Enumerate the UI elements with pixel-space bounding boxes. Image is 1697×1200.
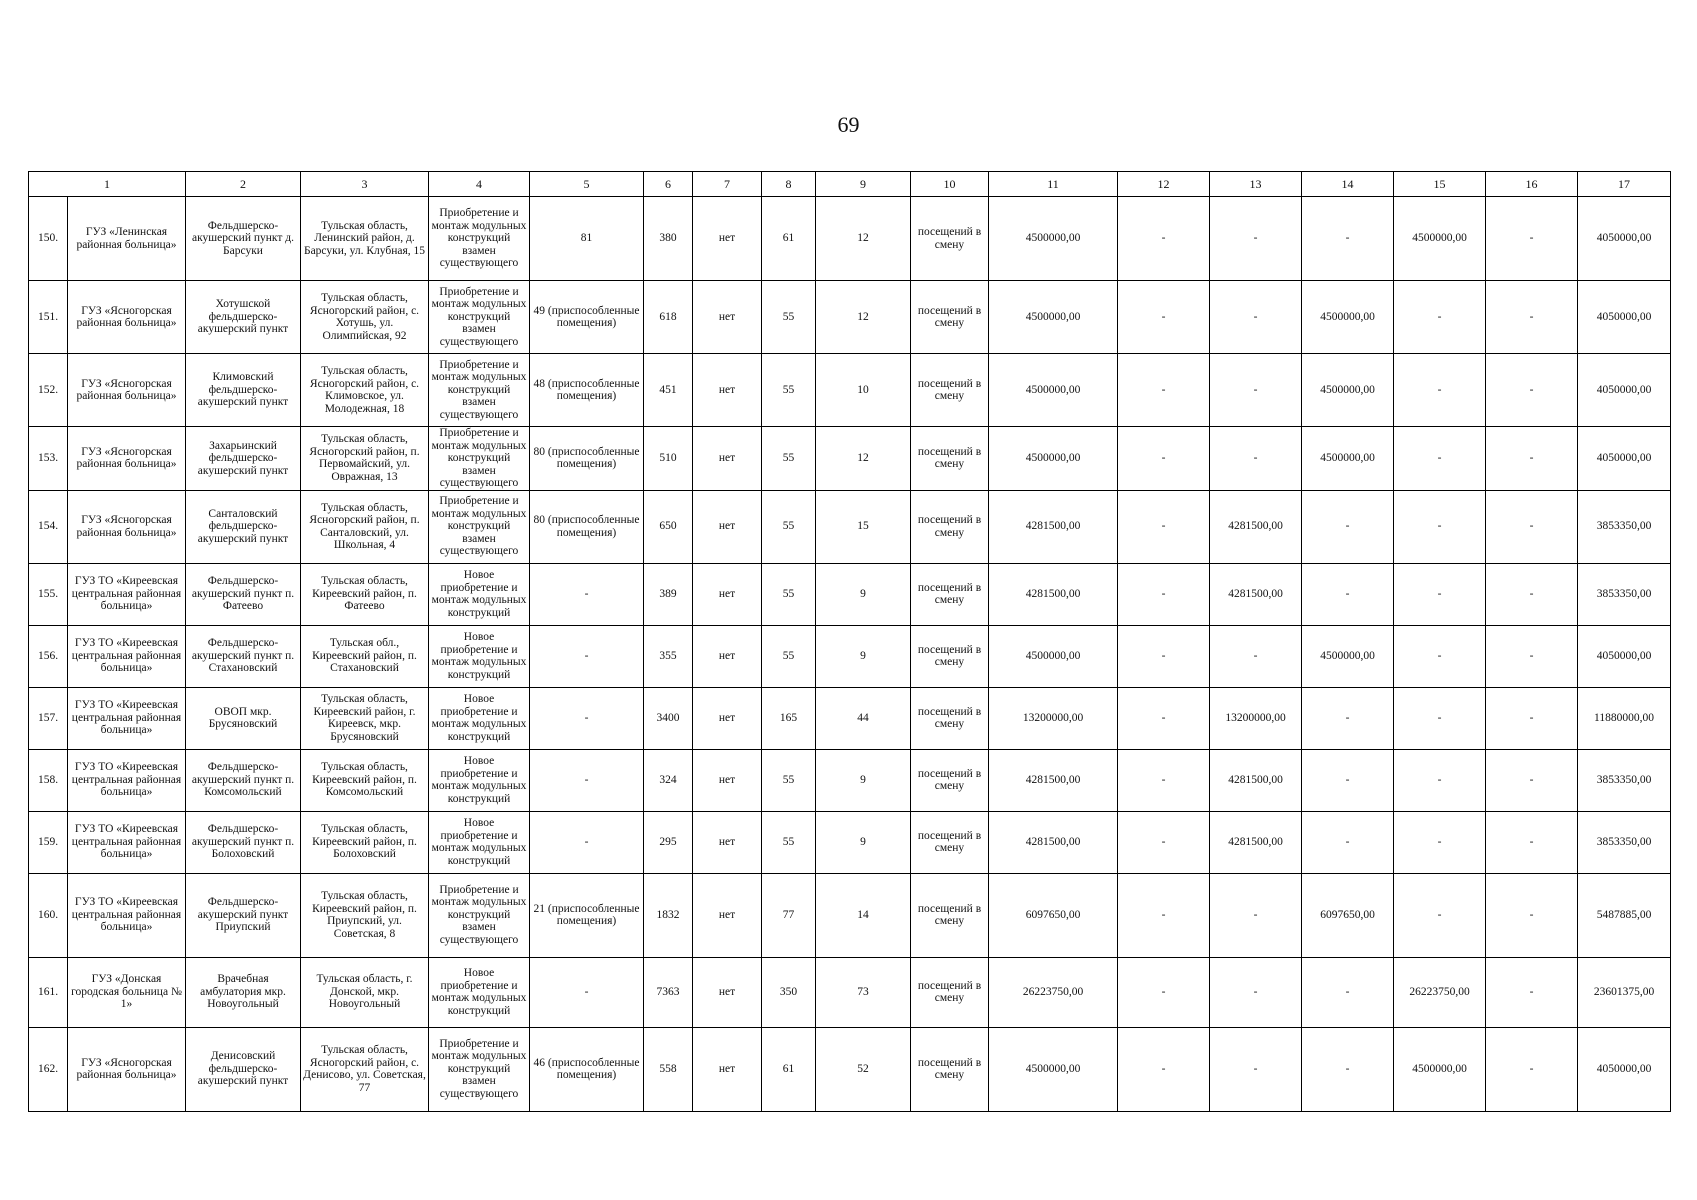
cell-c6: 295 [644, 811, 693, 873]
cell-c10: посещений в смену [911, 687, 989, 749]
cell-org: ГУЗ ТО «Киреевская центральная районная больница» [68, 625, 186, 687]
column-header: 17 [1578, 172, 1671, 197]
cell-c9: 12 [816, 197, 911, 281]
cell-c11: 4500000,00 [989, 197, 1118, 281]
cell-facility: Фельдшерско-акушерский пункт п. Стахановский [186, 625, 301, 687]
cell-c17: 4050000,00 [1578, 625, 1671, 687]
cell-c10: посещений в смену [911, 281, 989, 354]
cell-c6: 7363 [644, 957, 693, 1027]
cell-c5: - [530, 563, 644, 625]
cell-address: Тульская область, Киреевский район, п. Фатеево [301, 563, 429, 625]
cell-c6: 389 [644, 563, 693, 625]
cell-c17: 3853350,00 [1578, 749, 1671, 811]
cell-c9: 9 [816, 749, 911, 811]
cell-org: ГУЗ ТО «Киреевская центральная районная больница» [68, 687, 186, 749]
cell-c7: нет [693, 281, 762, 354]
cell-c15: 26223750,00 [1394, 957, 1486, 1027]
cell-c17: 3853350,00 [1578, 811, 1671, 873]
cell-address: Тульская область, Ясногорский район, с. Хотушь, ул. Олимпийская, 92 [301, 281, 429, 354]
cell-num: 155. [29, 563, 68, 625]
cell-c14: - [1302, 811, 1394, 873]
cell-c12: - [1118, 427, 1210, 491]
cell-c7: нет [693, 1027, 762, 1111]
cell-c5: 80 (приспособленные помещения) [530, 490, 644, 563]
cell-c6: 1832 [644, 873, 693, 957]
cell-action: Приобретение и монтаж модульных конструкций взамен существующего [429, 281, 530, 354]
cell-c7: нет [693, 873, 762, 957]
cell-facility: Климовский фельдшерско-акушерский пункт [186, 354, 301, 427]
cell-c13: - [1210, 873, 1302, 957]
cell-c16: - [1486, 1027, 1578, 1111]
column-header: 1 [29, 172, 186, 197]
cell-c13: 4281500,00 [1210, 490, 1302, 563]
cell-c12: - [1118, 281, 1210, 354]
cell-num: 161. [29, 957, 68, 1027]
cell-c8: 77 [762, 873, 816, 957]
cell-c12: - [1118, 490, 1210, 563]
cell-c6: 451 [644, 354, 693, 427]
cell-c15: - [1394, 811, 1486, 873]
cell-num: 156. [29, 625, 68, 687]
cell-org: ГУЗ «Ясногорская районная больница» [68, 490, 186, 563]
cell-c13: - [1210, 197, 1302, 281]
cell-c8: 55 [762, 811, 816, 873]
cell-facility: Фельдшерско-акушерский пункт Приупский [186, 873, 301, 957]
table-row [29, 957, 1671, 1027]
cell-address: Тульская область, Ясногорский район, с. Климовское, ул. Молодежная, 18 [301, 354, 429, 427]
cell-c12: - [1118, 625, 1210, 687]
cell-c11: 4281500,00 [989, 811, 1118, 873]
cell-action: Приобретение и монтаж модульных конструкций взамен существующего [429, 1027, 530, 1111]
column-header: 8 [762, 172, 816, 197]
cell-c15: - [1394, 281, 1486, 354]
cell-c10: посещений в смену [911, 197, 989, 281]
cell-action: Приобретение и монтаж модульных конструкций взамен существующего [429, 354, 530, 427]
column-header: 7 [693, 172, 762, 197]
cell-c11: 26223750,00 [989, 957, 1118, 1027]
cell-c7: нет [693, 957, 762, 1027]
cell-c8: 165 [762, 687, 816, 749]
cell-num: 162. [29, 1027, 68, 1111]
cell-c11: 4500000,00 [989, 281, 1118, 354]
cell-c6: 324 [644, 749, 693, 811]
cell-c16: - [1486, 749, 1578, 811]
cell-c14: 4500000,00 [1302, 354, 1394, 427]
table-row [29, 354, 1671, 427]
cell-c10: посещений в смену [911, 873, 989, 957]
cell-c17: 23601375,00 [1578, 957, 1671, 1027]
cell-c5: 49 (приспособленные помещения) [530, 281, 644, 354]
cell-c10: посещений в смену [911, 625, 989, 687]
cell-c13: - [1210, 957, 1302, 1027]
cell-c14: - [1302, 749, 1394, 811]
cell-facility: Врачебная амбулатория мкр. Новоугольный [186, 957, 301, 1027]
cell-c16: - [1486, 957, 1578, 1027]
cell-c12: - [1118, 749, 1210, 811]
cell-c7: нет [693, 197, 762, 281]
cell-action: Приобретение и монтаж модульных конструкций взамен существующего [429, 873, 530, 957]
cell-address: Тульская область, Киреевский район, г. Киреевск, мкр. Брусяновский [301, 687, 429, 749]
cell-c15: - [1394, 873, 1486, 957]
cell-c6: 3400 [644, 687, 693, 749]
table-row [29, 811, 1671, 873]
column-header: 6 [644, 172, 693, 197]
cell-c15: - [1394, 354, 1486, 427]
cell-c6: 510 [644, 427, 693, 491]
column-header: 3 [301, 172, 429, 197]
cell-c12: - [1118, 873, 1210, 957]
cell-c15: - [1394, 625, 1486, 687]
cell-num: 160. [29, 873, 68, 957]
cell-action: Новое приобретение и монтаж модульных конструкций [429, 957, 530, 1027]
cell-c7: нет [693, 427, 762, 491]
cell-org: ГУЗ ТО «Киреевская центральная районная больница» [68, 563, 186, 625]
cell-c9: 9 [816, 811, 911, 873]
cell-c7: нет [693, 490, 762, 563]
table-row [29, 873, 1671, 957]
cell-c13: - [1210, 1027, 1302, 1111]
cell-num: 150. [29, 197, 68, 281]
cell-c15: 4500000,00 [1394, 197, 1486, 281]
cell-action: Приобретение и монтаж модульных конструкций взамен существующего [429, 490, 530, 563]
cell-c14: - [1302, 687, 1394, 749]
cell-c12: - [1118, 354, 1210, 427]
cell-c5: 21 (приспособленные помещения) [530, 873, 644, 957]
cell-c8: 55 [762, 281, 816, 354]
cell-c5: - [530, 625, 644, 687]
cell-c6: 558 [644, 1027, 693, 1111]
cell-num: 152. [29, 354, 68, 427]
cell-c17: 4050000,00 [1578, 197, 1671, 281]
cell-c17: 5487885,00 [1578, 873, 1671, 957]
cell-num: 157. [29, 687, 68, 749]
cell-c10: посещений в смену [911, 490, 989, 563]
cell-address: Тульская область, Ленинский район, д. Барсуки, ул. Клубная, 15 [301, 197, 429, 281]
cell-num: 158. [29, 749, 68, 811]
cell-c11: 4281500,00 [989, 563, 1118, 625]
cell-c8: 55 [762, 354, 816, 427]
cell-c5: - [530, 749, 644, 811]
cell-c10: посещений в смену [911, 811, 989, 873]
cell-c10: посещений в смену [911, 427, 989, 491]
cell-action: Новое приобретение и монтаж модульных конструкций [429, 625, 530, 687]
cell-c16: - [1486, 427, 1578, 491]
cell-address: Тульская область, Киреевский район, п. Болоховский [301, 811, 429, 873]
cell-c7: нет [693, 354, 762, 427]
cell-num: 159. [29, 811, 68, 873]
cell-c10: посещений в смену [911, 1027, 989, 1111]
cell-c12: - [1118, 811, 1210, 873]
cell-org: ГУЗ «Ясногорская районная больница» [68, 427, 186, 491]
cell-c14: 6097650,00 [1302, 873, 1394, 957]
table-row [29, 563, 1671, 625]
column-number-row [29, 172, 1671, 197]
cell-address: Тульская область, Ясногорский район, п. Первомайский, ул. Овражная, 13 [301, 427, 429, 491]
cell-facility: Захарьинский фельдшерско-акушерский пункт [186, 427, 301, 491]
cell-org: ГУЗ «Донская городская больница № 1» [68, 957, 186, 1027]
cell-c16: - [1486, 281, 1578, 354]
column-header: 12 [1118, 172, 1210, 197]
cell-c14: 4500000,00 [1302, 625, 1394, 687]
cell-org: ГУЗ ТО «Киреевская центральная районная больница» [68, 749, 186, 811]
cell-c13: 4281500,00 [1210, 749, 1302, 811]
cell-c13: - [1210, 427, 1302, 491]
cell-c6: 355 [644, 625, 693, 687]
cell-c6: 618 [644, 281, 693, 354]
cell-c11: 6097650,00 [989, 873, 1118, 957]
cell-c12: - [1118, 957, 1210, 1027]
cell-action: Приобретение и монтаж модульных конструкций взамен существующего [429, 427, 530, 491]
cell-facility: ОВОП мкр. Брусяновский [186, 687, 301, 749]
cell-c9: 14 [816, 873, 911, 957]
cell-c9: 12 [816, 281, 911, 354]
cell-c5: 46 (приспособленные помещения) [530, 1027, 644, 1111]
cell-c7: нет [693, 563, 762, 625]
cell-c13: - [1210, 354, 1302, 427]
cell-c5: - [530, 687, 644, 749]
cell-action: Новое приобретение и монтаж модульных конструкций [429, 687, 530, 749]
cell-c9: 10 [816, 354, 911, 427]
cell-c15: 4500000,00 [1394, 1027, 1486, 1111]
cell-num: 151. [29, 281, 68, 354]
cell-c17: 11880000,00 [1578, 687, 1671, 749]
cell-c7: нет [693, 625, 762, 687]
cell-action: Новое приобретение и монтаж модульных конструкций [429, 749, 530, 811]
cell-c5: 80 (приспособленные помещения) [530, 427, 644, 491]
cell-c5: 48 (приспособленные помещения) [530, 354, 644, 427]
cell-c12: - [1118, 197, 1210, 281]
cell-c9: 15 [816, 490, 911, 563]
cell-c15: - [1394, 687, 1486, 749]
cell-c16: - [1486, 625, 1578, 687]
cell-c17: 4050000,00 [1578, 1027, 1671, 1111]
cell-c9: 44 [816, 687, 911, 749]
column-header: 2 [186, 172, 301, 197]
cell-c13: 13200000,00 [1210, 687, 1302, 749]
cell-address: Тульская область, г. Донской, мкр. Новоугольный [301, 957, 429, 1027]
cell-c8: 55 [762, 625, 816, 687]
cell-c14: - [1302, 490, 1394, 563]
cell-num: 153. [29, 427, 68, 491]
cell-c5: - [530, 957, 644, 1027]
table-row [29, 625, 1671, 687]
cell-c12: - [1118, 687, 1210, 749]
cell-c13: 4281500,00 [1210, 811, 1302, 873]
cell-c9: 12 [816, 427, 911, 491]
cell-c16: - [1486, 490, 1578, 563]
cell-c16: - [1486, 873, 1578, 957]
cell-facility: Хотушской фельдшерско-акушерский пункт [186, 281, 301, 354]
cell-c15: - [1394, 427, 1486, 491]
cell-num: 154. [29, 490, 68, 563]
cell-org: ГУЗ «Ясногорская районная больница» [68, 354, 186, 427]
cell-c11: 4281500,00 [989, 749, 1118, 811]
table-row [29, 687, 1671, 749]
column-header: 16 [1486, 172, 1578, 197]
column-header: 9 [816, 172, 911, 197]
cell-c16: - [1486, 811, 1578, 873]
cell-c5: - [530, 811, 644, 873]
cell-c8: 55 [762, 490, 816, 563]
cell-c9: 9 [816, 563, 911, 625]
cell-c10: посещений в смену [911, 749, 989, 811]
cell-address: Тульская область, Ясногорский район, п. Санталовский, ул. Школьная, 4 [301, 490, 429, 563]
cell-c11: 4281500,00 [989, 490, 1118, 563]
cell-c9: 9 [816, 625, 911, 687]
cell-c14: - [1302, 1027, 1394, 1111]
cell-c6: 650 [644, 490, 693, 563]
cell-c5: 81 [530, 197, 644, 281]
table-row [29, 490, 1671, 563]
cell-action: Приобретение и монтаж модульных конструкций взамен существующего [429, 197, 530, 281]
cell-c11: 4500000,00 [989, 1027, 1118, 1111]
cell-c6: 380 [644, 197, 693, 281]
cell-c7: нет [693, 811, 762, 873]
facilities-table [28, 171, 1671, 1112]
cell-address: Тульская область, Ясногорский район, с. Денисово, ул. Советская, 77 [301, 1027, 429, 1111]
cell-c16: - [1486, 563, 1578, 625]
cell-c12: - [1118, 1027, 1210, 1111]
cell-c14: - [1302, 563, 1394, 625]
cell-org: ГУЗ ТО «Киреевская центральная районная больница» [68, 873, 186, 957]
cell-facility: Фельдшерско-акушерский пункт п. Комсомольский [186, 749, 301, 811]
cell-c9: 52 [816, 1027, 911, 1111]
cell-facility: Фельдшерско-акушерский пункт п. Болоховский [186, 811, 301, 873]
table-row [29, 427, 1671, 491]
table-body [29, 197, 1671, 1112]
cell-c7: нет [693, 749, 762, 811]
cell-c8: 61 [762, 1027, 816, 1111]
cell-c14: 4500000,00 [1302, 427, 1394, 491]
column-header: 5 [530, 172, 644, 197]
cell-c17: 3853350,00 [1578, 563, 1671, 625]
cell-c11: 4500000,00 [989, 625, 1118, 687]
cell-address: Тульская область, Киреевский район, п. Комсомольский [301, 749, 429, 811]
cell-org: ГУЗ «Ясногорская районная больница» [68, 281, 186, 354]
cell-address: Тульская область, Киреевский район, п. Приупский, ул. Советская, 8 [301, 873, 429, 957]
cell-c13: - [1210, 281, 1302, 354]
column-header: 10 [911, 172, 989, 197]
cell-facility: Фельдшерско-акушерский пункт д. Барсуки [186, 197, 301, 281]
cell-c8: 61 [762, 197, 816, 281]
cell-org: ГУЗ «Ясногорская районная больница» [68, 1027, 186, 1111]
cell-c13: - [1210, 625, 1302, 687]
table-row [29, 281, 1671, 354]
cell-c17: 4050000,00 [1578, 354, 1671, 427]
cell-action: Новое приобретение и монтаж модульных конструкций [429, 563, 530, 625]
cell-c11: 13200000,00 [989, 687, 1118, 749]
cell-c8: 55 [762, 427, 816, 491]
cell-c17: 4050000,00 [1578, 427, 1671, 491]
cell-c15: - [1394, 749, 1486, 811]
cell-c16: - [1486, 197, 1578, 281]
cell-c15: - [1394, 563, 1486, 625]
column-header: 13 [1210, 172, 1302, 197]
cell-c9: 73 [816, 957, 911, 1027]
cell-facility: Фельдшерско-акушерский пункт п. Фатеево [186, 563, 301, 625]
cell-c10: посещений в смену [911, 563, 989, 625]
cell-c16: - [1486, 687, 1578, 749]
cell-c14: - [1302, 957, 1394, 1027]
column-header: 11 [989, 172, 1118, 197]
cell-c16: - [1486, 354, 1578, 427]
column-header: 14 [1302, 172, 1394, 197]
cell-org: ГУЗ «Ленинская районная больница» [68, 197, 186, 281]
cell-c8: 55 [762, 563, 816, 625]
cell-c8: 350 [762, 957, 816, 1027]
cell-c8: 55 [762, 749, 816, 811]
cell-address: Тульская обл., Киреевский район, п. Стахановский [301, 625, 429, 687]
cell-c11: 4500000,00 [989, 354, 1118, 427]
cell-c14: - [1302, 197, 1394, 281]
cell-c11: 4500000,00 [989, 427, 1118, 491]
cell-c10: посещений в смену [911, 354, 989, 427]
table-row [29, 197, 1671, 281]
cell-c12: - [1118, 563, 1210, 625]
table-row [29, 749, 1671, 811]
column-header: 4 [429, 172, 530, 197]
cell-c17: 3853350,00 [1578, 490, 1671, 563]
cell-org: ГУЗ ТО «Киреевская центральная районная больница» [68, 811, 186, 873]
cell-c17: 4050000,00 [1578, 281, 1671, 354]
cell-facility: Денисовский фельдшерско-акушерский пункт [186, 1027, 301, 1111]
cell-facility: Санталовский фельдшерско-акушерский пункт [186, 490, 301, 563]
table-row [29, 1027, 1671, 1111]
cell-c13: 4281500,00 [1210, 563, 1302, 625]
cell-action: Новое приобретение и монтаж модульных конструкций [429, 811, 530, 873]
cell-c7: нет [693, 687, 762, 749]
page-number: 69 [837, 112, 860, 137]
cell-c14: 4500000,00 [1302, 281, 1394, 354]
cell-c10: посещений в смену [911, 957, 989, 1027]
cell-c15: - [1394, 490, 1486, 563]
column-header: 15 [1394, 172, 1486, 197]
